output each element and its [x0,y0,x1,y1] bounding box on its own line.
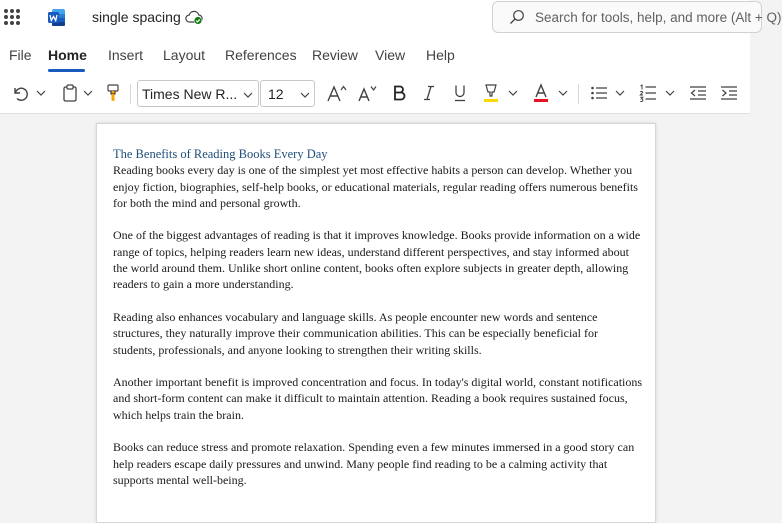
bullets-button[interactable] [588,82,610,104]
chevron-down-icon [508,88,518,98]
paintbrush-icon [106,84,120,102]
paste-dropdown[interactable] [82,82,94,104]
document-body[interactable] [113,146,643,505]
chevron-down-icon [300,90,310,100]
tab-help[interactable]: Help [426,47,455,63]
paragraph[interactable]: Reading books every day is one of the simplest yet most effective habits a person can develop. Whether you enjoy fiction, biographies, self-help books, or educational materials, regular reading offers numerous benefits for both the mind and personal growth. [113,163,638,210]
tab-references[interactable]: References [225,47,297,63]
font-name-value: Times New R... [142,86,238,102]
tab-home[interactable]: Home [48,47,87,63]
font-size-select[interactable] [260,80,315,107]
search-box[interactable] [492,1,782,33]
shrink-font-button[interactable] [355,82,379,104]
tab-insert[interactable]: Insert [108,47,144,63]
numbering-button[interactable] [637,82,659,104]
chevron-down-icon [83,88,93,98]
tab-view[interactable]: View [375,47,406,63]
ribbon-tabs [0,40,750,72]
document-page[interactable] [96,123,656,523]
ribbon-toolbar [0,72,750,114]
font-color-button[interactable] [530,82,552,104]
toolbar-separator [578,84,579,104]
numbering-dropdown[interactable] [664,82,676,104]
grow-font-button[interactable] [325,82,349,104]
toolbar-separator [130,84,131,104]
chevron-down-icon [615,88,625,98]
cloud-saved-icon[interactable] [185,8,203,26]
underline-icon [453,84,467,102]
search-icon [509,9,525,25]
bullets-dropdown[interactable] [614,82,626,104]
numbered-list-icon [639,84,657,102]
undo-icon [11,84,29,102]
italic-button[interactable] [418,82,440,104]
paragraph[interactable]: One of the biggest advantages of reading is that it improves knowledge. Books provide information on a wide range of topics, helping readers learn new ideas, understand different perspectives, and stay informed about the world around them. Unlike short online content, books often explore subjects in greater depth, allowing readers to gain a more understanding. [113,228,641,292]
tab-review[interactable]: Review [312,47,358,63]
decrease-indent-button[interactable] [687,82,709,104]
undo-dropdown[interactable] [35,82,47,104]
app-launcher-icon[interactable] [4,9,20,25]
grow-font-icon [326,83,348,103]
bullet-list-icon [590,85,608,101]
chevron-down-icon [36,88,46,98]
bold-button[interactable] [388,82,410,104]
font-name-select[interactable] [137,80,259,107]
bold-icon [392,85,406,101]
chevron-down-icon [665,88,675,98]
document-title[interactable]: single spacing [92,9,181,25]
paragraph[interactable]: Books can reduce stress and promote relaxation. Spending even a few minutes immersed in a good story can help readers escape daily pressures and unwind. Many people find reading to be a calming activity that supports mental well-being. [113,440,635,487]
underline-button[interactable] [449,82,471,104]
chevron-down-icon [243,90,253,100]
highlight-button[interactable] [480,82,502,104]
clipboard-icon [62,84,78,102]
tab-file[interactable]: File [9,47,32,63]
font-size-value: 12 [268,86,284,102]
increase-indent-icon [720,85,738,101]
highlighter-icon [482,83,500,103]
italic-icon [422,85,436,101]
paste-button[interactable] [60,82,80,104]
word-logo-icon [48,8,66,27]
increase-indent-button[interactable] [718,82,740,104]
search-placeholder: Search for tools, help, and more (Alt + Q) [535,10,782,25]
format-painter-button[interactable] [103,82,123,104]
title-bar [0,0,782,40]
undo-button[interactable] [9,82,31,104]
document-heading[interactable]: The Benefits of Reading Books Every Day [113,147,328,161]
shrink-font-icon [356,83,378,103]
chevron-down-icon [558,88,568,98]
highlight-dropdown[interactable] [507,82,519,104]
font-color-dropdown[interactable] [557,82,569,104]
font-color-icon [532,83,550,103]
tab-layout[interactable]: Layout [163,47,206,63]
decrease-indent-icon [689,85,707,101]
paragraph[interactable]: Reading also enhances vocabulary and language skills. As people encounter new words and sentence structures, they naturally improve their communication abilities. This can be especially beneficial for students, professionals, and anyone looking to strengthen their writing skills. [113,309,598,357]
paragraph[interactable]: Another important benefit is improved concentration and focus. In today's digital world, constant notifications and short-form content can make it difficult to maintain attention. Reading a book requires sustained focus, which helps train the brain. [113,375,643,422]
